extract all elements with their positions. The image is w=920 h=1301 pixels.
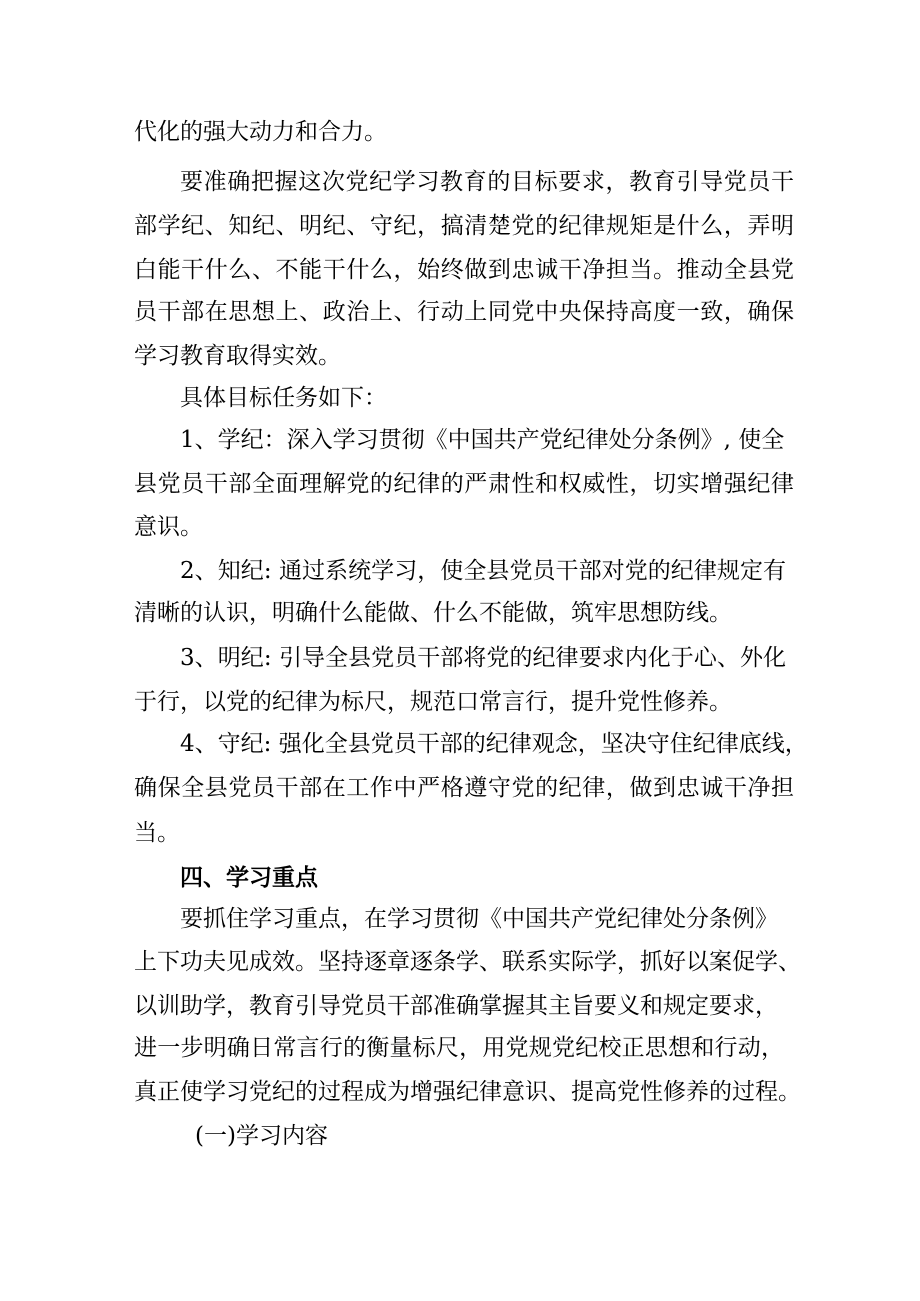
text-line-14: 于行，以党的纪律为标尺，规范口常言行，提升党性修养。: [134, 689, 732, 715]
text-line-1: 代化的强大动力和合力。: [134, 119, 387, 145]
text-line-11: 2、知纪: 通过系统学习，使全县党员干部对党的纪律规定有: [180, 558, 786, 584]
text-line-22: 进一步明确日常言行的衡量标尺，用党规党纪校正思想和行动，: [134, 1035, 784, 1061]
text-line-15: 4、守纪: 强化全县党员干部的纪律观念，坚决守住纪律底线，: [180, 731, 808, 757]
text-line-4: 白能干什么、不能干什么，始终做到忠诚干净担当。推动全县党: [134, 257, 794, 283]
text-line-9: 县党员干部全面理解党的纪律的严肃性和权威性，切实增强纪律: [134, 471, 794, 497]
text-line-8: 1、学纪：深入学习贯彻《中国共产党纪律处分条例》, 使全: [180, 427, 785, 453]
text-line-21: 以训助学，教育引导党员干部准确掌握其主旨要义和规定要求，: [134, 993, 778, 1019]
text-line-7: 具体目标任务如下：: [180, 385, 387, 411]
text-line-13: 3、明纪: 引导全县党员干部将党的纪律要求内化于心、外化: [180, 645, 786, 671]
text-line-12: 清晰的认识，明确什么能做、什么不能做，筑牢思想防线。: [134, 600, 732, 626]
text-line-3: 部学纪、知纪、明纪、守纪，搞清楚党的纪律规矩是什么，弄明: [134, 213, 794, 239]
text-line-16: 确保全县党员干部在工作中严格遵守党的纪律，做到忠诚干净担: [134, 775, 794, 801]
text-line-10: 意识。: [134, 514, 203, 540]
text-line-17: 当。: [134, 820, 180, 846]
text-line-23: 真正使学习党纪的过程成为增强纪律意识、提高党性修养的过程。: [134, 1079, 801, 1105]
subsection-heading: (一)学习内容: [195, 1123, 328, 1149]
text-line-5: 员干部在思想上、政治上、行动上同党中央保持高度一致，确保: [134, 299, 794, 325]
text-line-20: 上下功夫见成效。坚持逐章逐条学、联系实际学，抓好以案促学、: [134, 949, 801, 975]
section-heading: 四、学习重点: [180, 865, 318, 891]
text-line-2: 要准确把握这次党纪学习教育的目标要求，教育引导党员干: [180, 169, 794, 195]
text-line-6: 学习教育取得实效。: [134, 343, 341, 369]
text-line-19: 要抓住学习重点，在学习贯彻《中国共产党纪律处分条例》: [180, 906, 778, 932]
